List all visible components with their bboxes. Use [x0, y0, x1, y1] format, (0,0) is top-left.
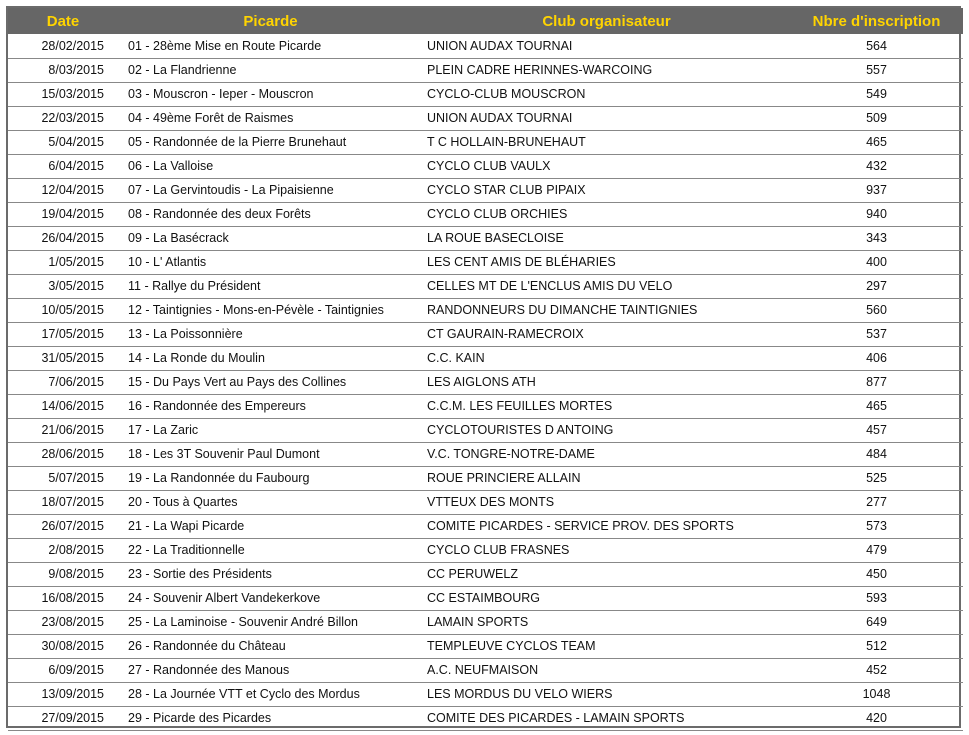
cell-picarde: 12 - Taintignies - Mons-en-Pévèle - Taintignies — [118, 298, 423, 322]
cell-count: 649 — [790, 610, 963, 634]
cell-date: 7/06/2015 — [8, 370, 118, 394]
cell-club: PLEIN CADRE HERINNES-WARCOING — [423, 58, 790, 82]
cell-date: 19/04/2015 — [8, 202, 118, 226]
cell-date: 31/05/2015 — [8, 346, 118, 370]
cell-count: 593 — [790, 586, 963, 610]
table-row — [8, 274, 963, 298]
table-row — [8, 682, 963, 706]
table-row — [8, 610, 963, 634]
cell-picarde: 20 - Tous à Quartes — [118, 490, 423, 514]
cell-picarde: 05 - Randonnée de la Pierre Brunehaut — [118, 130, 423, 154]
cell-count: 564 — [790, 34, 963, 58]
cell-count: 573 — [790, 514, 963, 538]
table-row — [8, 346, 963, 370]
cell-count: 457 — [790, 418, 963, 442]
cell-club: CYCLO CLUB ORCHIES — [423, 202, 790, 226]
cell-picarde: 13 - La Poissonnière — [118, 322, 423, 346]
cell-picarde: 29 - Picarde des Picardes — [118, 706, 423, 730]
cell-club: CC PERUWELZ — [423, 562, 790, 586]
cell-count: 560 — [790, 298, 963, 322]
cell-club: LES CENT AMIS DE BLÉHARIES — [423, 250, 790, 274]
cell-picarde: 01 - 28ème Mise en Route Picarde — [118, 34, 423, 58]
cell-club: LES MORDUS DU VELO WIERS — [423, 682, 790, 706]
cell-date: 16/08/2015 — [8, 586, 118, 610]
cell-picarde: 03 - Mouscron - Ieper - Mouscron — [118, 82, 423, 106]
cell-date: 10/05/2015 — [8, 298, 118, 322]
cell-picarde: 04 - 49ème Forêt de Raismes — [118, 106, 423, 130]
cell-date: 27/09/2015 — [8, 706, 118, 730]
cell-date: 6/04/2015 — [8, 154, 118, 178]
table-row — [8, 490, 963, 514]
table-row — [8, 394, 963, 418]
cell-picarde: 26 - Randonnée du Château — [118, 634, 423, 658]
cell-picarde: 07 - La Gervintoudis - La Pipaisienne — [118, 178, 423, 202]
cell-date: 18/07/2015 — [8, 490, 118, 514]
cell-club: UNION AUDAX TOURNAI — [423, 106, 790, 130]
cell-date: 22/03/2015 — [8, 106, 118, 130]
table-body — [8, 34, 963, 730]
cell-count: 432 — [790, 154, 963, 178]
cell-picarde: 28 - La Journée VTT et Cyclo des Mordus — [118, 682, 423, 706]
cell-picarde: 17 - La Zaric — [118, 418, 423, 442]
cell-club: CYCLO-CLUB MOUSCRON — [423, 82, 790, 106]
cell-date: 28/06/2015 — [8, 442, 118, 466]
cell-count: 400 — [790, 250, 963, 274]
cell-club: CELLES MT DE L'ENCLUS AMIS DU VELO — [423, 274, 790, 298]
cell-date: 23/08/2015 — [8, 610, 118, 634]
table-row — [8, 466, 963, 490]
cell-count: 940 — [790, 202, 963, 226]
cell-club: CYCLO CLUB VAULX — [423, 154, 790, 178]
cell-club: CYCLOTOURISTES D ANTOING — [423, 418, 790, 442]
cell-count: 1048 — [790, 682, 963, 706]
cell-date: 26/04/2015 — [8, 226, 118, 250]
cell-picarde: 22 - La Traditionnelle — [118, 538, 423, 562]
cell-date: 13/09/2015 — [8, 682, 118, 706]
header-row — [8, 8, 963, 34]
header-date: Date — [46, 12, 80, 30]
cell-count: 877 — [790, 370, 963, 394]
table-row — [8, 514, 963, 538]
cell-club: RANDONNEURS DU DIMANCHE TAINTIGNIES — [423, 298, 790, 322]
cell-date: 3/05/2015 — [8, 274, 118, 298]
cell-count: 937 — [790, 178, 963, 202]
cell-club: LAMAIN SPORTS — [423, 610, 790, 634]
cell-date: 8/03/2015 — [8, 58, 118, 82]
table-row — [8, 178, 963, 202]
cell-date: 15/03/2015 — [8, 82, 118, 106]
cell-count: 484 — [790, 442, 963, 466]
table-row — [8, 322, 963, 346]
table-row — [8, 586, 963, 610]
cell-picarde: 11 - Rallye du Président — [118, 274, 423, 298]
cell-date: 30/08/2015 — [8, 634, 118, 658]
cell-date: 6/09/2015 — [8, 658, 118, 682]
table-row — [8, 202, 963, 226]
table-row — [8, 82, 963, 106]
cell-picarde: 09 - La Basécrack — [118, 226, 423, 250]
cell-date: 12/04/2015 — [8, 178, 118, 202]
cell-date: 28/02/2015 — [8, 34, 118, 58]
cell-count: 450 — [790, 562, 963, 586]
cell-count: 537 — [790, 322, 963, 346]
table-row — [8, 658, 963, 682]
cell-picarde: 10 - L' Atlantis — [118, 250, 423, 274]
cell-count: 512 — [790, 634, 963, 658]
table-row — [8, 562, 963, 586]
header-count: Nbre d'inscription — [812, 12, 941, 30]
cell-club: CT GAURAIN-RAMECROIX — [423, 322, 790, 346]
cell-picarde: 21 - La Wapi Picarde — [118, 514, 423, 538]
cell-date: 17/05/2015 — [8, 322, 118, 346]
cell-picarde: 23 - Sortie des Présidents — [118, 562, 423, 586]
table-row — [8, 370, 963, 394]
cell-club: CYCLO STAR CLUB PIPAIX — [423, 178, 790, 202]
cell-club: C.C. KAIN — [423, 346, 790, 370]
cell-count: 297 — [790, 274, 963, 298]
cell-club: COMITE PICARDES - SERVICE PROV. DES SPORTS — [423, 514, 790, 538]
cell-picarde: 19 - La Randonnée du Faubourg — [118, 466, 423, 490]
table-row — [8, 298, 963, 322]
cell-date: 1/05/2015 — [8, 250, 118, 274]
cell-club: UNION AUDAX TOURNAI — [423, 34, 790, 58]
cell-count: 420 — [790, 706, 963, 730]
cell-date: 21/06/2015 — [8, 418, 118, 442]
cell-date: 14/06/2015 — [8, 394, 118, 418]
table-row — [8, 226, 963, 250]
cell-club: V.C. TONGRE-NOTRE-DAME — [423, 442, 790, 466]
cell-count: 465 — [790, 130, 963, 154]
cell-count: 406 — [790, 346, 963, 370]
cell-count: 509 — [790, 106, 963, 130]
table-row — [8, 442, 963, 466]
cell-date: 26/07/2015 — [8, 514, 118, 538]
table-row — [8, 538, 963, 562]
cell-club: CC ESTAIMBOURG — [423, 586, 790, 610]
cell-club: TEMPLEUVE CYCLOS TEAM — [423, 634, 790, 658]
cell-club: VTTEUX DES MONTS — [423, 490, 790, 514]
header-picarde: Picarde — [243, 12, 298, 30]
cell-club: T C HOLLAIN-BRUNEHAUT — [423, 130, 790, 154]
cell-club: LA ROUE BASECLOISE — [423, 226, 790, 250]
table-row — [8, 130, 963, 154]
table-row — [8, 634, 963, 658]
cell-club: LES AIGLONS ATH — [423, 370, 790, 394]
cell-picarde: 14 - La Ronde du Moulin — [118, 346, 423, 370]
cell-count: 452 — [790, 658, 963, 682]
cell-date: 5/07/2015 — [8, 466, 118, 490]
cell-count: 277 — [790, 490, 963, 514]
cell-date: 9/08/2015 — [8, 562, 118, 586]
cell-picarde: 24 - Souvenir Albert Vandekerkove — [118, 586, 423, 610]
cell-count: 549 — [790, 82, 963, 106]
cell-count: 479 — [790, 538, 963, 562]
inscriptions-table — [8, 8, 963, 731]
cell-club: CYCLO CLUB FRASNES — [423, 538, 790, 562]
cell-count: 557 — [790, 58, 963, 82]
cell-club: ROUE PRINCIERE ALLAIN — [423, 466, 790, 490]
header-club: Club organisateur — [542, 12, 671, 30]
cell-picarde: 06 - La Valloise — [118, 154, 423, 178]
table-row — [8, 418, 963, 442]
cell-picarde: 08 - Randonnée des deux Forêts — [118, 202, 423, 226]
table-row — [8, 154, 963, 178]
cell-date: 2/08/2015 — [8, 538, 118, 562]
table-header — [8, 8, 963, 34]
cell-count: 525 — [790, 466, 963, 490]
table-row — [8, 34, 963, 58]
cell-count: 343 — [790, 226, 963, 250]
table-row — [8, 58, 963, 82]
cell-picarde: 15 - Du Pays Vert au Pays des Collines — [118, 370, 423, 394]
cell-picarde: 27 - Randonnée des Manous — [118, 658, 423, 682]
cell-date: 5/04/2015 — [8, 130, 118, 154]
table-row — [8, 706, 963, 730]
results-table-frame — [6, 6, 961, 728]
table-row — [8, 250, 963, 274]
cell-picarde: 25 - La Laminoise - Souvenir André Billon — [118, 610, 423, 634]
cell-club: C.C.M. LES FEUILLES MORTES — [423, 394, 790, 418]
cell-club: A.C. NEUFMAISON — [423, 658, 790, 682]
cell-picarde: 16 - Randonnée des Empereurs — [118, 394, 423, 418]
cell-club: COMITE DES PICARDES - LAMAIN SPORTS — [423, 706, 790, 730]
cell-count: 465 — [790, 394, 963, 418]
cell-picarde: 18 - Les 3T Souvenir Paul Dumont — [118, 442, 423, 466]
table-row — [8, 106, 963, 130]
cell-picarde: 02 - La Flandrienne — [118, 58, 423, 82]
